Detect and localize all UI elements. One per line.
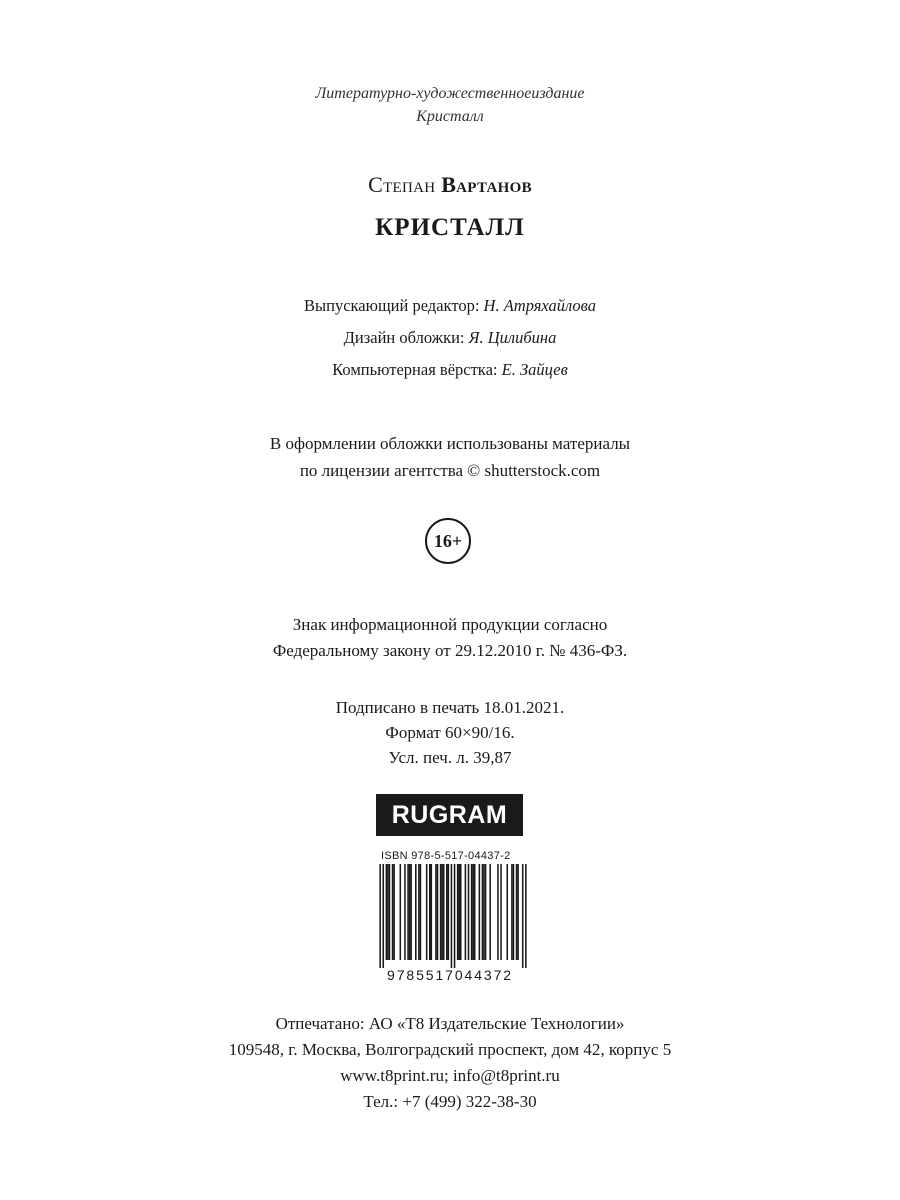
barcode-bar — [441, 864, 443, 960]
printer-line-3: www.t8print.ru; info@t8print.ru — [340, 1066, 560, 1085]
barcode-bar — [429, 864, 431, 960]
credits — [0, 290, 900, 386]
barcode-bar — [379, 864, 381, 968]
credit-role: Компьютерная вёрстка: — [332, 360, 498, 379]
barcode-bar — [489, 864, 491, 960]
barcode-bar — [474, 864, 476, 960]
barcode-bar — [420, 864, 422, 960]
barcode-bar — [460, 864, 462, 960]
barcode-bar — [410, 864, 412, 960]
printer-line-2: 109548, г. Москва, Волгоградский проспект, дом 42, корпус 5 — [228, 1040, 672, 1059]
barcode-bar — [446, 864, 448, 960]
isbn-barcode — [369, 848, 531, 988]
printer-line-1: Отпечатано: АО «Т8 Издательские Технологии» — [275, 1014, 625, 1033]
barcode-bar — [468, 864, 470, 960]
barcode-bar — [525, 864, 527, 968]
credit-person: Я. Цилибина — [468, 328, 557, 347]
barcode-bar — [431, 864, 433, 960]
age-rating-badge: 16+ — [425, 518, 471, 564]
barcode-bar — [513, 864, 515, 960]
author-last-name: Вартанов — [441, 172, 532, 197]
barcode-bar — [506, 864, 508, 960]
barcode-bar — [457, 864, 459, 960]
barcode-bar — [440, 864, 442, 960]
series-line-2: Кристалл — [416, 108, 484, 125]
barcode-bar — [451, 864, 453, 968]
publisher-logo: RUGRAM — [376, 794, 523, 836]
print-sheets: Усл. печ. л. 39,87 — [388, 748, 512, 767]
barcode-bar — [386, 864, 388, 960]
barcode-bar — [458, 864, 460, 960]
barcode-bar — [485, 864, 487, 960]
barcode-bar — [454, 864, 456, 968]
author-name — [0, 171, 900, 199]
series-line-1: Литературно-художественноеиздание — [315, 85, 585, 102]
barcode-bar — [522, 864, 524, 968]
barcode-bar — [400, 864, 402, 960]
barcode-bar — [517, 864, 519, 960]
barcode-bar — [516, 864, 518, 960]
credit-line-editor — [0, 290, 900, 322]
book-title: КРИСТАЛЛ — [375, 214, 525, 241]
printer-line-4: Тел.: +7 (499) 322-38-30 — [363, 1092, 537, 1111]
credit-person: Е. Зайцев — [501, 360, 568, 379]
barcode-bar — [443, 864, 445, 960]
barcode-bar — [426, 864, 428, 960]
credit-person: Н. Атряхайлова — [483, 296, 596, 315]
barcode-bar — [483, 864, 485, 960]
notice-line-2: Федеральному закону от 29.12.2010 г. № 436-ФЗ. — [272, 641, 628, 660]
license-line-1: В оформлении обложки использованы материалы — [269, 434, 631, 453]
barcode-bar — [500, 864, 502, 960]
barcode-bar — [437, 864, 439, 960]
barcode-bar — [511, 864, 513, 960]
notice-line-1: Знак информационной продукции согласно — [292, 615, 608, 634]
barcode-bar — [465, 864, 467, 960]
barcode-bar — [389, 864, 391, 960]
barcode-bar — [407, 864, 409, 960]
series-heading — [0, 82, 900, 128]
barcode-bar — [448, 864, 450, 960]
isbn-label: ISBN 978-5-517-04437-2 — [381, 850, 511, 862]
credit-role: Выпускающий редактор: — [304, 296, 480, 315]
barcode-bar — [435, 864, 437, 960]
cover-license — [0, 430, 900, 484]
barcode-bars — [369, 864, 531, 968]
barcode-bar — [392, 864, 394, 960]
credit-line-layout — [0, 354, 900, 386]
barcode-bar — [409, 864, 411, 960]
print-signed: Подписано в печать 18.01.2021. — [335, 698, 565, 717]
barcode-bar — [393, 864, 395, 960]
barcode-digits: 9785517044372 — [387, 967, 513, 983]
print-format: Формат 60×90/16. — [385, 723, 515, 742]
barcode-bar — [415, 864, 417, 960]
barcode-bar — [382, 864, 384, 968]
credit-role: Дизайн обложки: — [343, 328, 465, 347]
info-product-notice — [0, 612, 900, 664]
barcode-bar — [404, 864, 406, 960]
barcode-bar — [497, 864, 499, 960]
barcode-bar — [472, 864, 474, 960]
barcode-bar — [479, 864, 481, 960]
author-first-name: Степан — [368, 172, 436, 197]
barcode-bar — [471, 864, 473, 960]
barcode-bar — [482, 864, 484, 960]
barcode-bar — [387, 864, 389, 960]
license-line-2: по лицензии агентства © shutterstock.com — [299, 461, 601, 480]
barcode-bar — [418, 864, 420, 960]
print-info — [0, 695, 900, 770]
printer-info — [0, 1011, 900, 1115]
credit-line-cover-design — [0, 322, 900, 354]
